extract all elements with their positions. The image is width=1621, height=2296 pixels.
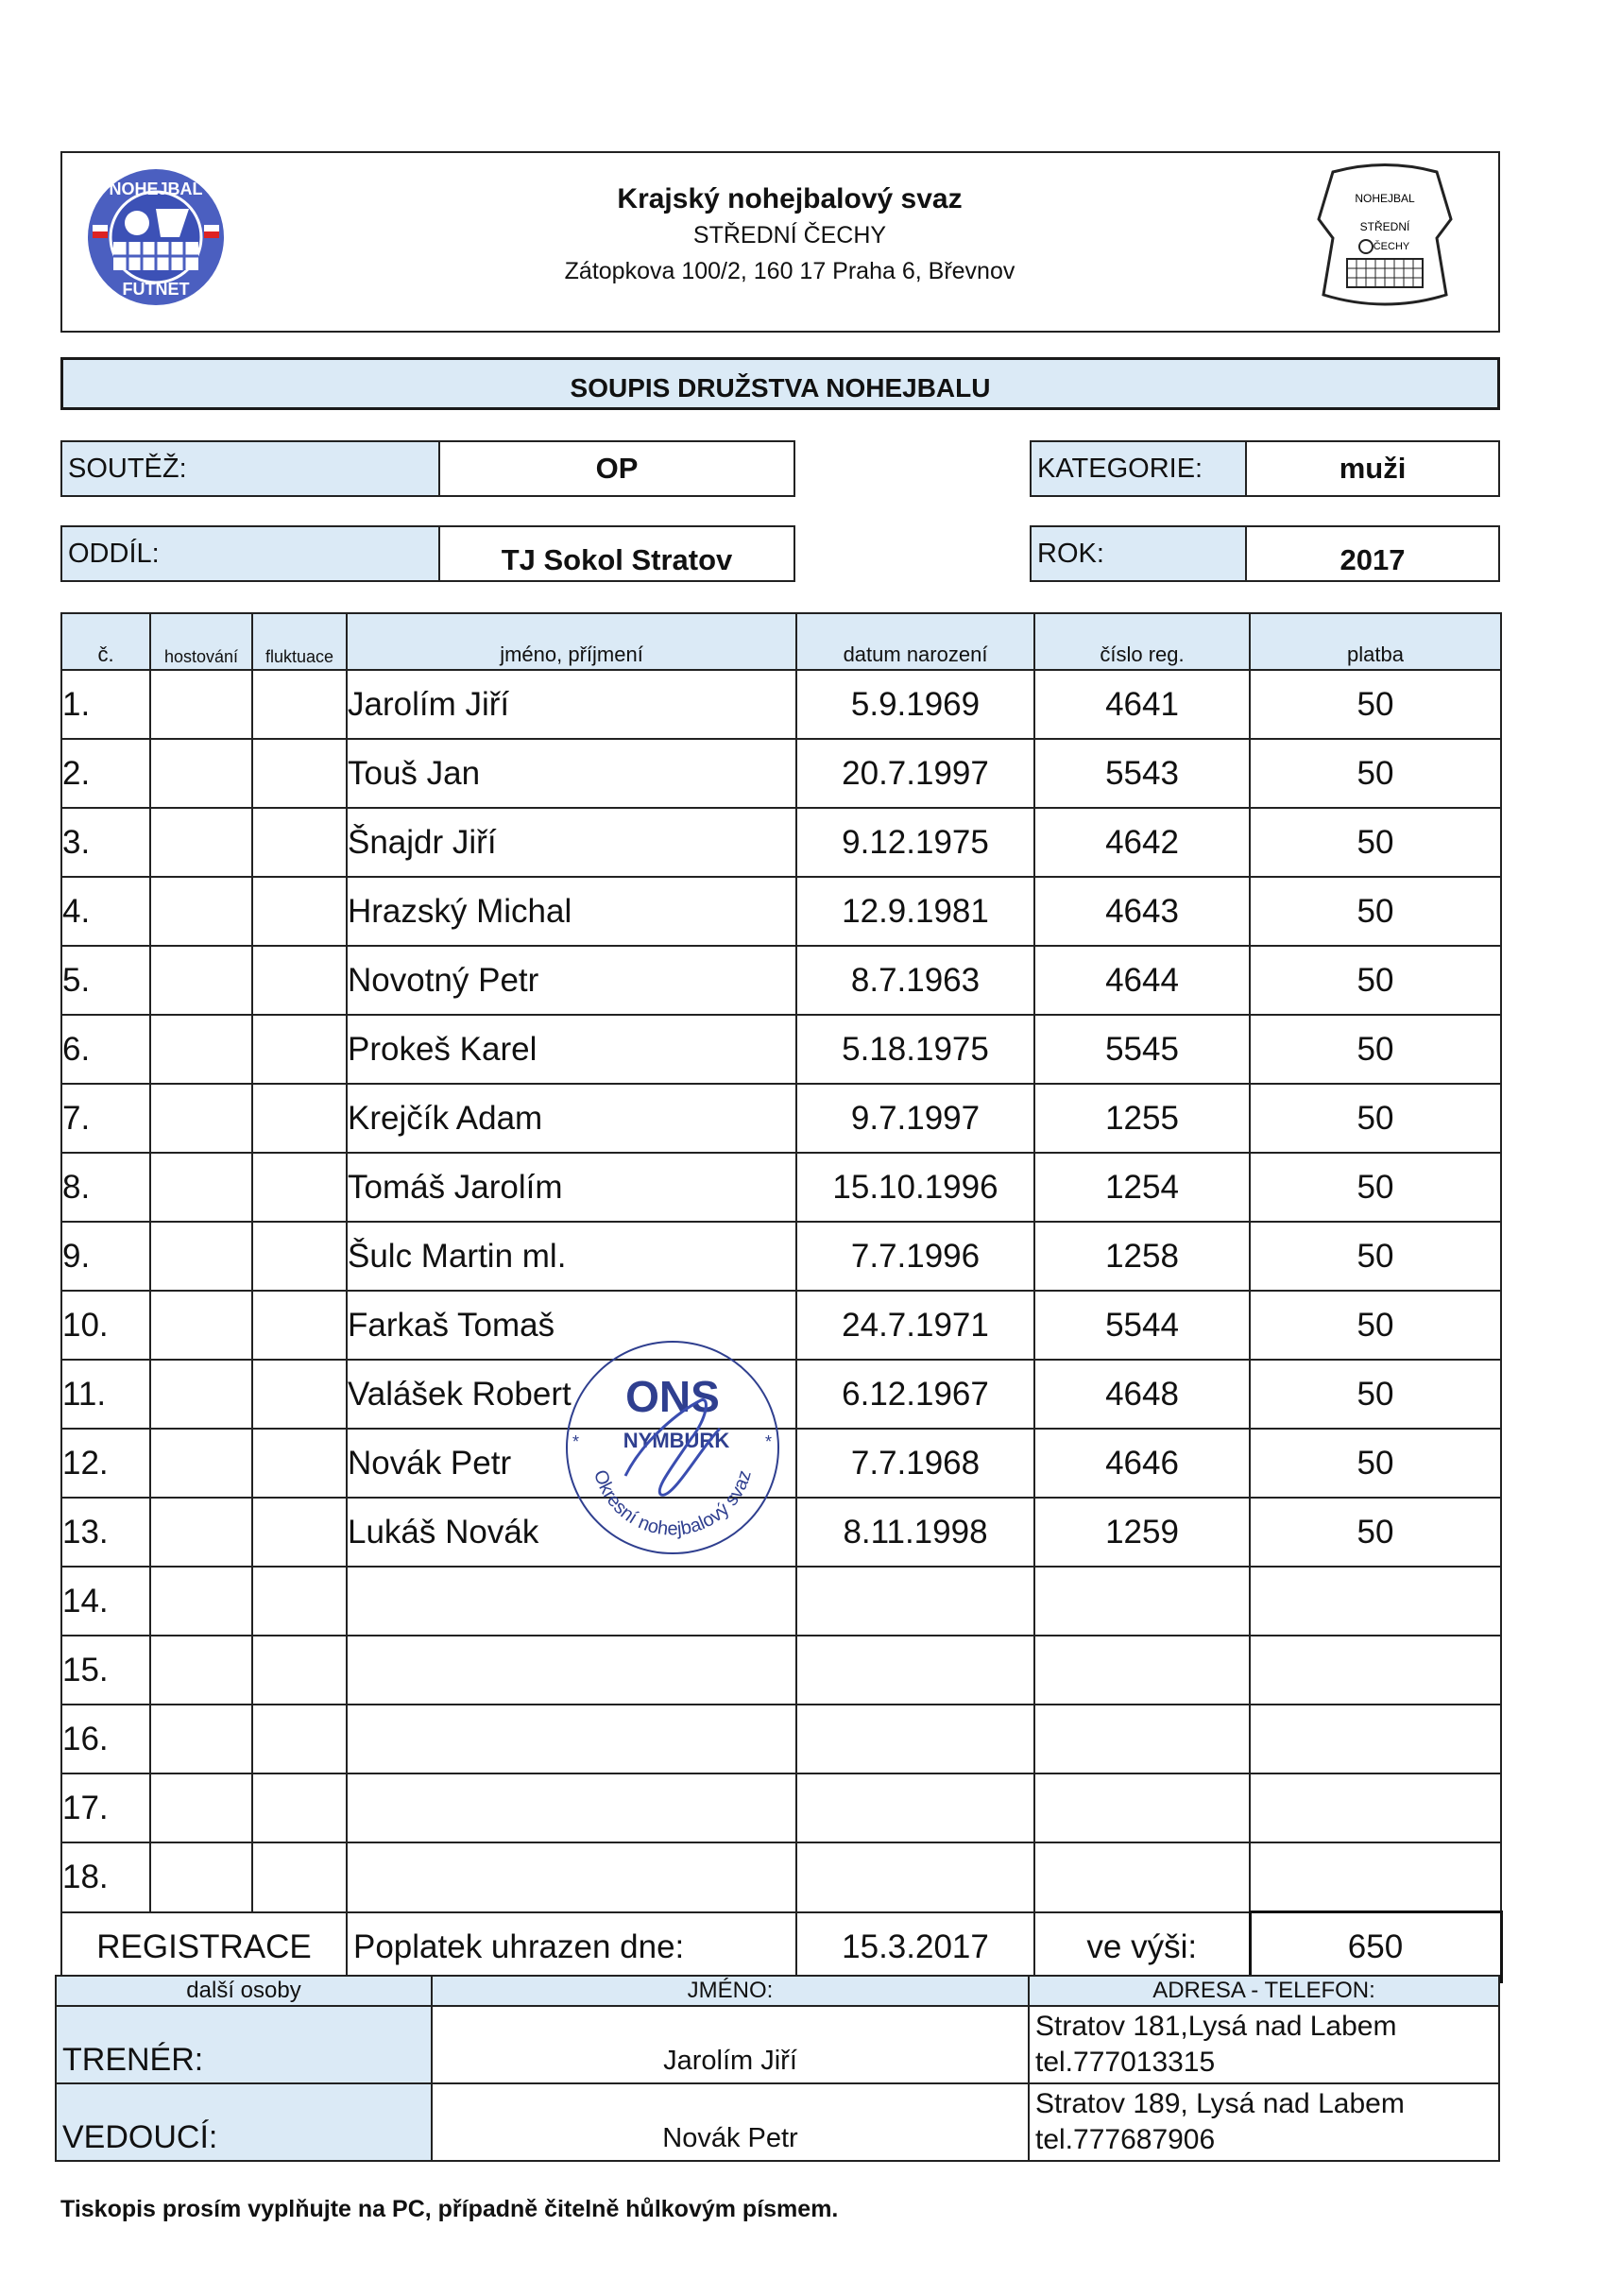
hostovani-cell	[150, 1222, 252, 1291]
player-payment: 50	[1250, 877, 1501, 946]
roster-row	[61, 1222, 1501, 1291]
hostovani-cell	[150, 1567, 252, 1636]
hostovani-cell	[150, 670, 252, 739]
staff-header-row	[56, 1976, 1499, 2006]
player-dob: 8.7.1963	[796, 946, 1034, 1015]
row-number: 4.	[61, 877, 150, 946]
player-reg-number: 4648	[1034, 1360, 1250, 1429]
fluktuace-cell	[252, 1360, 347, 1429]
staff-table	[55, 1975, 1500, 2162]
player-dob: 20.7.1997	[796, 739, 1034, 808]
roster-row	[61, 808, 1501, 877]
player-dob	[796, 1705, 1034, 1773]
player-dob	[796, 1636, 1034, 1705]
fluktuace-cell	[252, 1153, 347, 1222]
hostovani-cell	[150, 946, 252, 1015]
col-header-address-phone: ADRESA - TELEFON:	[1029, 1976, 1499, 2006]
fluktuace-cell	[252, 1222, 347, 1291]
hostovani-cell	[150, 1842, 252, 1912]
player-payment: 50	[1250, 670, 1501, 739]
staff-row-manager	[56, 2083, 1499, 2161]
player-name: Jarolím Jiří	[347, 670, 796, 739]
player-reg-number: 1255	[1034, 1084, 1250, 1153]
player-reg-number: 5545	[1034, 1015, 1250, 1084]
roster-row	[61, 1084, 1501, 1153]
player-payment: 50	[1250, 1222, 1501, 1291]
letterhead	[60, 151, 1500, 333]
player-reg-number: 4643	[1034, 877, 1250, 946]
row-number: 11.	[61, 1360, 150, 1429]
fee-amount-label: ve výši:	[1034, 1912, 1250, 1982]
fluktuace-cell	[252, 1291, 347, 1360]
player-reg-number	[1034, 1567, 1250, 1636]
hostovani-cell	[150, 1429, 252, 1498]
player-dob: 9.12.1975	[796, 808, 1034, 877]
svg-text:Okresní nohejbalový svaz	[589, 1467, 756, 1539]
player-name	[347, 1842, 796, 1912]
player-dob: 24.7.1971	[796, 1291, 1034, 1360]
player-dob: 5.18.1975	[796, 1015, 1034, 1084]
player-name: Novotný Petr	[347, 946, 796, 1015]
player-dob: 9.7.1997	[796, 1084, 1034, 1153]
hostovani-cell	[150, 1291, 252, 1360]
fluktuace-cell	[252, 1498, 347, 1567]
row-number: 18.	[61, 1842, 150, 1912]
player-payment	[1250, 1842, 1501, 1912]
fee-amount: 650	[1250, 1912, 1501, 1982]
player-name: Lukáš Novák	[347, 1498, 796, 1567]
row-number: 9.	[61, 1222, 150, 1291]
registration-row	[61, 1912, 1501, 1982]
roster-row	[61, 1015, 1501, 1084]
roster-row	[61, 670, 1501, 739]
hostovani-cell	[150, 1153, 252, 1222]
trainer-name: Jarolím Jiří	[432, 2006, 1029, 2083]
hostovani-cell	[150, 877, 252, 946]
svg-text:FUTNET: FUTNET	[122, 280, 190, 299]
player-dob	[796, 1773, 1034, 1842]
roster-row	[61, 1705, 1501, 1773]
roster-row	[61, 1842, 1501, 1912]
stredni-cechy-logo	[1314, 163, 1456, 314]
player-dob: 7.7.1968	[796, 1429, 1034, 1498]
fluktuace-cell	[252, 1015, 347, 1084]
player-name: Hrazský Michal	[347, 877, 796, 946]
row-number: 2.	[61, 739, 150, 808]
col-header-payment: platba	[1250, 613, 1501, 670]
fluktuace-cell	[252, 670, 347, 739]
player-reg-number: 4644	[1034, 946, 1250, 1015]
player-payment: 50	[1250, 1291, 1501, 1360]
hostovani-cell	[150, 1705, 252, 1773]
svg-text:*: *	[765, 1432, 773, 1451]
player-dob	[796, 1567, 1034, 1636]
stamp-top-text: ONS	[625, 1372, 720, 1421]
fluktuace-cell	[252, 877, 347, 946]
player-reg-number	[1034, 1773, 1250, 1842]
stamp-ring-text: Okresní nohejbalový svaz	[589, 1467, 756, 1540]
manager-name: Novák Petr	[432, 2083, 1029, 2161]
player-payment: 50	[1250, 1429, 1501, 1498]
player-reg-number: 1259	[1034, 1498, 1250, 1567]
fluktuace-cell	[252, 1429, 347, 1498]
player-name: Prokeš Karel	[347, 1015, 796, 1084]
player-payment	[1250, 1636, 1501, 1705]
row-number: 15.	[61, 1636, 150, 1705]
player-dob	[796, 1842, 1034, 1912]
fluktuace-cell	[252, 808, 347, 877]
manager-address	[1029, 2083, 1499, 2161]
row-number: 16.	[61, 1705, 150, 1773]
player-dob: 6.12.1967	[796, 1360, 1034, 1429]
player-dob: 15.10.1996	[796, 1153, 1034, 1222]
oddil-label: ODDÍL:	[60, 525, 440, 582]
row-number: 3.	[61, 808, 150, 877]
player-payment	[1250, 1773, 1501, 1842]
player-payment	[1250, 1567, 1501, 1636]
hostovani-cell	[150, 1015, 252, 1084]
row-number: 14.	[61, 1567, 150, 1636]
svg-text:NOHEJBAL: NOHEJBAL	[1355, 192, 1415, 205]
player-reg-number	[1034, 1842, 1250, 1912]
trainer-label: TRENÉR:	[56, 2006, 432, 2083]
row-number: 7.	[61, 1084, 150, 1153]
player-reg-number: 4642	[1034, 808, 1250, 877]
stamp-middle-text: NYMBURK	[623, 1429, 730, 1452]
footer-note: Tiskopis prosím vyplňujte na PC, případně čitelně hůlkovým písmem.	[60, 2196, 839, 2222]
player-reg-number: 4646	[1034, 1429, 1250, 1498]
roster-row	[61, 946, 1501, 1015]
fluktuace-cell	[252, 1567, 347, 1636]
hostovani-cell	[150, 739, 252, 808]
roster-row	[61, 1153, 1501, 1222]
row-number: 13.	[61, 1498, 150, 1567]
fluktuace-cell	[252, 1636, 347, 1705]
fluktuace-cell	[252, 1705, 347, 1773]
col-header-other-persons: další osoby	[56, 1976, 432, 2006]
player-reg-number: 1254	[1034, 1153, 1250, 1222]
trainer-address-line: Stratov 181,Lysá nad Labem	[1035, 2011, 1397, 2042]
player-payment: 50	[1250, 1153, 1501, 1222]
soutez-value: OP	[438, 440, 795, 497]
player-payment: 50	[1250, 808, 1501, 877]
roster-row	[61, 877, 1501, 946]
fluktuace-cell	[252, 739, 347, 808]
player-reg-number	[1034, 1636, 1250, 1705]
soutez-label: SOUTĚŽ:	[60, 440, 440, 497]
federation-title: Krajský nohejbalový svaz	[617, 183, 963, 214]
hostovani-cell	[150, 1498, 252, 1567]
kategorie-value: muži	[1245, 440, 1500, 497]
roster-table	[60, 612, 1503, 1983]
player-name: Krejčík Adam	[347, 1084, 796, 1153]
player-payment: 50	[1250, 1498, 1501, 1567]
form-title: SOUPIS DRUŽSTVA NOHEJBALU	[60, 357, 1500, 410]
row-number: 10.	[61, 1291, 150, 1360]
federation-address: Zátopkova 100/2, 160 17 Praha 6, Břevnov	[564, 258, 1015, 284]
player-name: Valášek Robert	[347, 1360, 796, 1429]
player-dob: 12.9.1981	[796, 877, 1034, 946]
rok-label: ROK:	[1030, 525, 1247, 582]
roster-header-row	[61, 613, 1501, 670]
svg-text:*: *	[572, 1432, 580, 1451]
player-reg-number	[1034, 1705, 1250, 1773]
col-header-staff-name: JMÉNO:	[432, 1976, 1029, 2006]
hostovani-cell	[150, 808, 252, 877]
manager-label: VEDOUCÍ:	[56, 2083, 432, 2161]
ons-nymburk-stamp	[559, 1334, 786, 1561]
col-header-hostovani: hostování	[150, 613, 252, 670]
player-payment	[1250, 1705, 1501, 1773]
kategorie-label: KATEGORIE:	[1030, 440, 1247, 497]
player-name	[347, 1636, 796, 1705]
player-name: Novák Petr	[347, 1429, 796, 1498]
col-header-name: jméno, příjmení	[347, 613, 796, 670]
row-number: 1.	[61, 670, 150, 739]
hostovani-cell	[150, 1636, 252, 1705]
fee-paid-date: 15.3.2017	[796, 1912, 1034, 1982]
registration-label: REGISTRACE	[61, 1912, 347, 1982]
col-header-reg: číslo reg.	[1034, 613, 1250, 670]
col-header-fluktuace: fluktuace	[252, 613, 347, 670]
player-name	[347, 1773, 796, 1842]
oddil-value: TJ Sokol Stratov	[438, 525, 795, 582]
nohejbal-futnet-logo	[85, 166, 227, 308]
manager-address-line: Stratov 189, Lysá nad Labem	[1035, 2088, 1405, 2119]
player-payment: 50	[1250, 946, 1501, 1015]
player-name: Šulc Martin ml.	[347, 1222, 796, 1291]
player-reg-number: 5543	[1034, 739, 1250, 808]
svg-text:NOHEJBAL: NOHEJBAL	[109, 180, 203, 198]
fluktuace-cell	[252, 1084, 347, 1153]
fluktuace-cell	[252, 1842, 347, 1912]
row-number: 8.	[61, 1153, 150, 1222]
trainer-address	[1029, 2006, 1499, 2083]
player-reg-number: 5544	[1034, 1291, 1250, 1360]
hostovani-cell	[150, 1773, 252, 1842]
federation-region: STŘEDNÍ ČECHY	[692, 222, 887, 248]
player-name	[347, 1567, 796, 1636]
player-reg-number: 4641	[1034, 670, 1250, 739]
player-dob: 7.7.1996	[796, 1222, 1034, 1291]
hostovani-cell	[150, 1360, 252, 1429]
player-payment: 50	[1250, 739, 1501, 808]
roster-row	[61, 1636, 1501, 1705]
roster-row	[61, 1567, 1501, 1636]
col-header-number: č.	[61, 613, 150, 670]
player-name: Farkaš Tomaš	[347, 1291, 796, 1360]
fee-paid-label: Poplatek uhrazen dne:	[347, 1912, 796, 1982]
player-payment: 50	[1250, 1015, 1501, 1084]
player-payment: 50	[1250, 1360, 1501, 1429]
fluktuace-cell	[252, 1773, 347, 1842]
player-dob: 8.11.1998	[796, 1498, 1034, 1567]
manager-phone: tel.777687906	[1035, 2124, 1216, 2155]
roster-row	[61, 739, 1501, 808]
player-name: Touš Jan	[347, 739, 796, 808]
roster-row	[61, 1773, 1501, 1842]
player-name	[347, 1705, 796, 1773]
fluktuace-cell	[252, 946, 347, 1015]
row-number: 12.	[61, 1429, 150, 1498]
player-reg-number: 1258	[1034, 1222, 1250, 1291]
staff-row-trainer	[56, 2006, 1499, 2083]
svg-text:STŘEDNÍ: STŘEDNÍ	[1359, 220, 1410, 233]
row-number: 17.	[61, 1773, 150, 1842]
hostovani-cell	[150, 1084, 252, 1153]
player-name: Tomáš Jarolím	[347, 1153, 796, 1222]
player-dob: 5.9.1969	[796, 670, 1034, 739]
player-payment: 50	[1250, 1084, 1501, 1153]
row-number: 6.	[61, 1015, 150, 1084]
col-header-dob: datum narození	[796, 613, 1034, 670]
rok-value: 2017	[1245, 525, 1500, 582]
player-name: Šnajdr Jiří	[347, 808, 796, 877]
trainer-phone: tel.777013315	[1035, 2047, 1216, 2078]
row-number: 5.	[61, 946, 150, 1015]
svg-text:ČECHY: ČECHY	[1373, 241, 1410, 252]
